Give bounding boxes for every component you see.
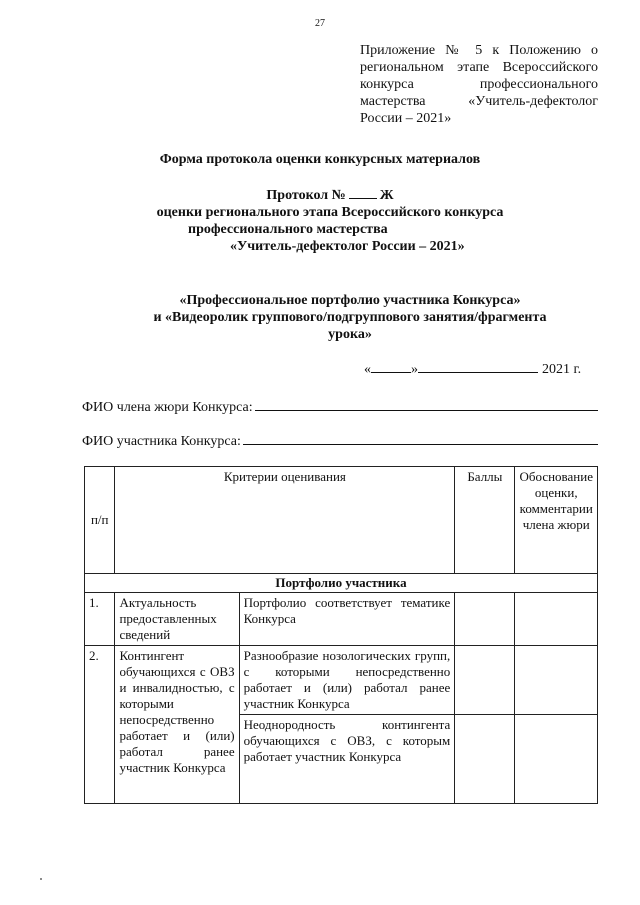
- page-number: 27: [315, 18, 325, 29]
- row-1-points-cell[interactable]: [455, 593, 515, 646]
- protocol-number-blank[interactable]: [349, 186, 377, 199]
- table-header-row: [85, 467, 598, 574]
- jury-name-field: [82, 398, 598, 416]
- evaluation-table-wrap: [84, 466, 598, 804]
- row-2-1-points-cell[interactable]: [455, 646, 515, 715]
- date-close-quote: »: [411, 362, 418, 377]
- protocol-heading: [120, 186, 540, 255]
- participant-name-field: [82, 432, 598, 450]
- date-open-quote: «: [364, 362, 371, 377]
- protocol-line-2: оценки регионального этапа Всероссийского конкурса: [156, 205, 504, 220]
- appendix-note: Приложение № 5 к Положению о региональном этапе Всероссийского конкурса профессионального мастерства «Учитель-дефектолог России – 2021»: [360, 43, 598, 126]
- header-criteria: Критерии оценивания: [115, 467, 455, 574]
- section-title: [120, 292, 580, 343]
- protocol-number-line: [120, 186, 540, 204]
- table-row: [85, 646, 598, 715]
- date-year: 2021 г.: [542, 362, 582, 377]
- row-2-indicator-1: Разнообразие нозологических групп, с которыми непосредственно работает и (или) работал ранее участник Конкурса: [239, 646, 455, 715]
- form-title: Форма протокола оценки конкурсных материалов: [159, 152, 481, 167]
- section-title-line-2: и «Видеоролик группового/подгруппового занятия/фрагмента: [153, 310, 547, 325]
- row-2-1-comment-cell[interactable]: [515, 646, 598, 715]
- row-2-indicator-2: Неоднородность контингента обучающихся с ОВЗ, с которым работает участник Конкурса: [239, 715, 455, 804]
- row-1-indicator-1: Портфолио соответствует тематике Конкурса: [239, 593, 455, 646]
- date-month-blank[interactable]: [418, 360, 538, 373]
- row-2-criterion: Контингент обучающихся с ОВЗ и инвалидностью, с которыми непосредственно работает и (или) работал ранее участник Конкурса: [115, 646, 239, 804]
- section-title-line-3: урока»: [328, 327, 372, 342]
- jury-name-label: ФИО члена жюри Конкурса:: [82, 400, 253, 415]
- header-points: Баллы: [455, 467, 515, 574]
- header-justification: Обоснование оценки, комментарии члена жюри: [515, 467, 598, 574]
- row-1-criterion: Актуальность предоставленных сведений: [115, 593, 239, 646]
- scan-speck: [40, 878, 42, 880]
- participant-name-label: ФИО участника Конкурса:: [82, 434, 241, 449]
- row-1-num: 1.: [85, 593, 115, 646]
- row-2-2-points-cell[interactable]: [455, 715, 515, 804]
- protocol-line-3: профессионального мастерства: [188, 222, 388, 237]
- date-day-blank[interactable]: [371, 360, 411, 373]
- header-num: п/п: [85, 467, 115, 574]
- row-2-2-comment-cell[interactable]: [515, 715, 598, 804]
- row-2-num: 2.: [85, 646, 115, 804]
- participant-name-blank[interactable]: [243, 432, 598, 445]
- protocol-number-suffix: Ж: [379, 188, 394, 203]
- protocol-number-prefix: Протокол №: [266, 188, 346, 203]
- section-title-line-1: «Профессиональное портфолио участника Конкурса»: [179, 293, 521, 308]
- section-row-label: Портфолио участника: [85, 574, 598, 593]
- row-1-comment-cell[interactable]: [515, 593, 598, 646]
- table-row: [85, 593, 598, 646]
- date-line: [364, 360, 598, 378]
- section-row: [85, 574, 598, 593]
- protocol-line-4: «Учитель-дефектолог России – 2021»: [230, 239, 465, 254]
- evaluation-table: [84, 466, 598, 804]
- jury-name-blank[interactable]: [255, 398, 598, 411]
